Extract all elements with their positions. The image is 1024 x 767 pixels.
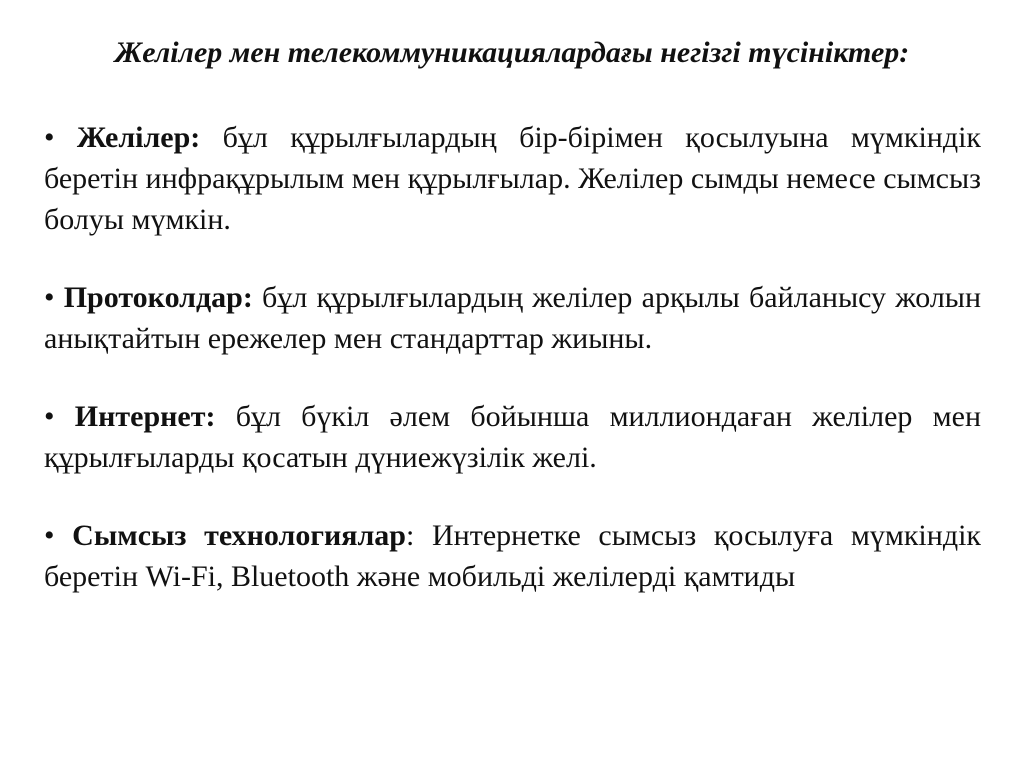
bullet-item-protocols (44, 277, 981, 359)
bullet-text: бұл бүкіл әлем бойынша миллиондаған желілер мен құрылғыларды қосатын дүниежүзілік желі. (44, 400, 981, 474)
bullet-marker: • (44, 400, 55, 433)
bullet-list (44, 117, 981, 634)
bullet-text: Интернетке сымсыз қосылуға мүмкіндік беретін Wi-Fi, Bluetooth және мобильді желілерді қамтиды (44, 519, 981, 593)
bullet-term: Желілер: (76, 121, 201, 154)
bullet-marker: • (44, 121, 55, 154)
bullet-item-internet (44, 396, 981, 478)
bullet-marker: • (44, 519, 55, 552)
bullet-text: бұл құрылғылардың бір-бірімен қосылуына мүмкіндік беретін инфрақұрылым мен құрылғылар. Желілер сымды немесе сымсыз болуы мүмкін. (44, 121, 982, 236)
bullet-term: Интернет: (74, 400, 216, 433)
bullet-text: бұл құрылғылардың желілер арқылы байланысу жолын анықтайтын ережелер мен стандарттар жиыны. (44, 281, 982, 355)
bullet-colon: : (405, 519, 415, 552)
bullet-term: Сымсыз технологиялар (72, 519, 406, 552)
slide-title: Желілер мен телекоммуникациялардағы негізгі түсініктер: (114, 36, 910, 69)
bullet-item-networks (44, 117, 981, 240)
bullet-marker: • (44, 281, 55, 314)
bullet-term: Протоколдар: (63, 281, 253, 314)
bullet-item-wireless (44, 515, 981, 597)
